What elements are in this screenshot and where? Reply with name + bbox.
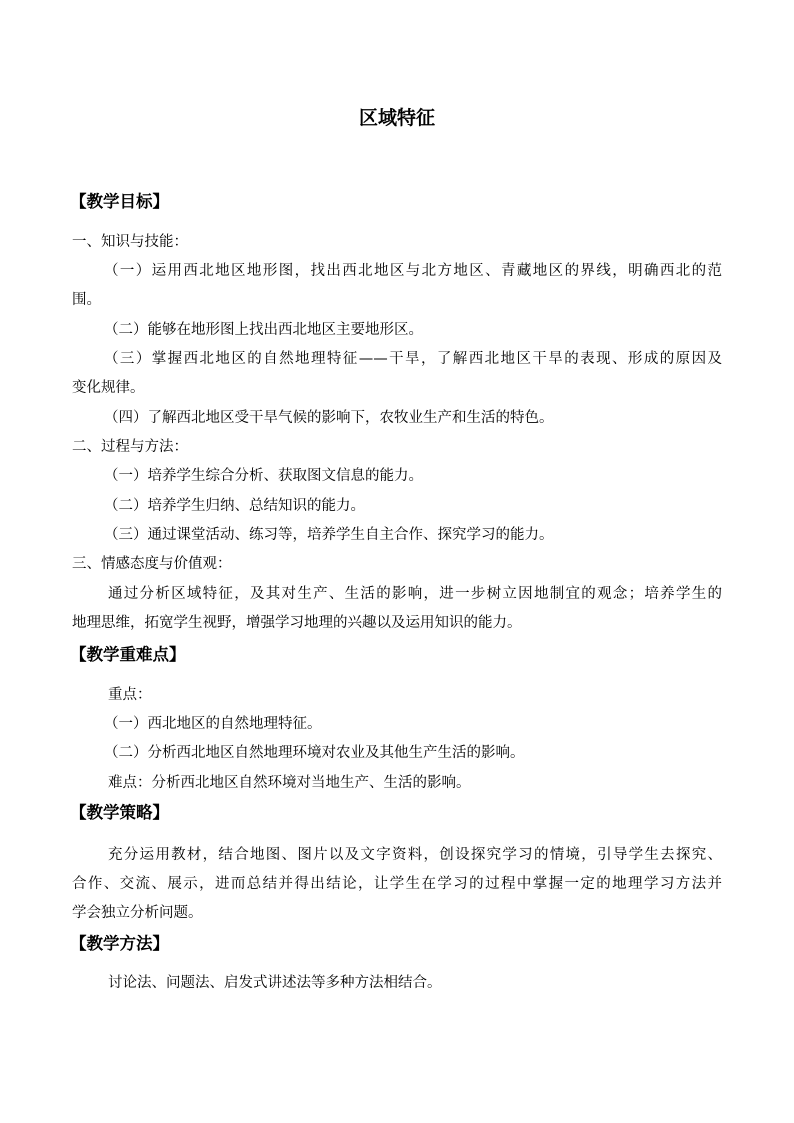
- paragraph-line: 合作、交流、展示，进而总结并得出结论，让学生在学习的过程中掌握一定的地理学习方法并: [72, 876, 722, 892]
- focus-label: 重点：: [108, 687, 152, 703]
- section-heading-strategy: 【教学策略】: [70, 803, 169, 822]
- section-heading-goals: 【教学目标】: [70, 192, 169, 211]
- list-item: （一）西北地区的自然地理特征。: [104, 716, 322, 732]
- page-title: 区域特征: [358, 107, 435, 129]
- section-heading-key-points: 【教学重难点】: [70, 645, 186, 664]
- subsection-title: 三、情感态度与价值观：: [72, 556, 232, 572]
- paragraph-line: 通过分析区域特征，及其对生产、生活的影响，进一步树立因地制宜的观念；培养学生的: [108, 586, 722, 602]
- list-item: （四）了解西北地区受干旱气候的影响下，农牧业生产和生活的特色。: [104, 410, 554, 426]
- section-heading-method: 【教学方法】: [70, 934, 169, 953]
- list-item: （二）分析西北地区自然地理环境对农业及其他生产生活的影响。: [104, 745, 525, 761]
- paragraph-line: 讨论法、问题法、启发式讲述法等多种方法相结合。: [108, 975, 442, 991]
- paragraph-line: 学会独立分析问题。: [72, 905, 203, 921]
- difficulty-line: 难点：分析西北地区自然环境对当地生产、生活的影响。: [108, 775, 471, 791]
- list-item: （三）通过课堂活动、练习等，培养学生自主合作、探究学习的能力。: [104, 527, 554, 543]
- paragraph-line: 地理思维，拓宽学生视野，增强学习地理的兴趣以及运用知识的能力。: [72, 615, 522, 631]
- list-item: （一）运用西北地区地形图，找出西北地区与北方地区、青藏地区的界线，明确西北的范: [104, 263, 722, 279]
- list-item: （二）培养学生归纳、总结知识的能力。: [104, 498, 365, 514]
- list-item-continuation: 变化规律。: [72, 380, 145, 396]
- subsection-title: 二、过程与方法：: [72, 439, 188, 455]
- paragraph-line: 充分运用教材，结合地图、图片以及文字资料，创设探究学习的情境，引导学生去探究、: [108, 847, 722, 863]
- list-item-continuation: 围。: [72, 292, 101, 308]
- list-item: （三）掌握西北地区的自然地理特征——干旱，了解西北地区干旱的表现、形成的原因及: [104, 351, 722, 367]
- list-item: （一）培养学生综合分析、获取图文信息的能力。: [104, 468, 423, 484]
- subsection-title: 一、知识与技能：: [72, 234, 188, 250]
- list-item: （二）能够在地形图上找出西北地区主要地形区。: [104, 322, 423, 338]
